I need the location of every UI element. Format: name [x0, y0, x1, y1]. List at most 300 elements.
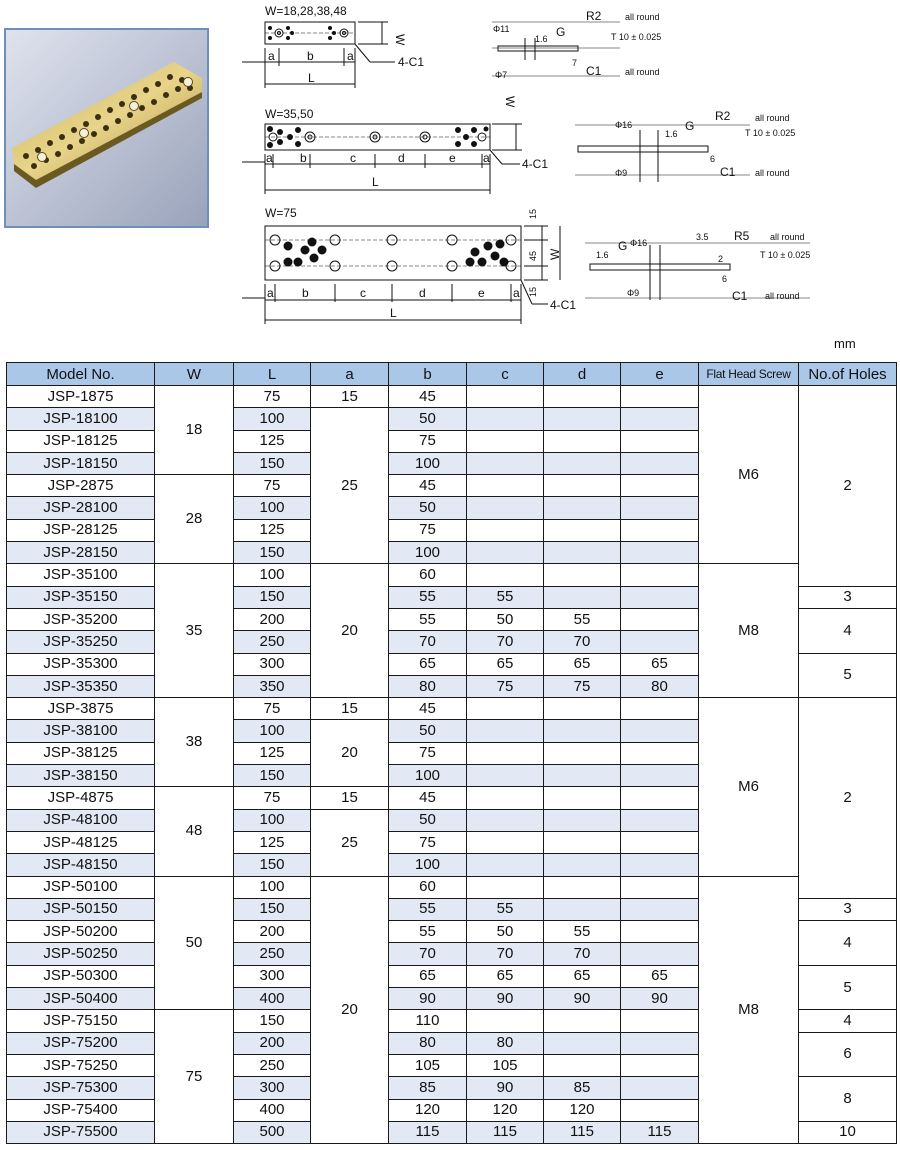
- svg-text:Φ16: Φ16: [615, 120, 633, 130]
- header-a: a: [311, 363, 389, 386]
- header-l: L: [234, 363, 311, 386]
- svg-text:4-C1: 4-C1: [522, 157, 549, 171]
- svg-text:W: W: [393, 34, 407, 46]
- cell-model: JSP-18150: [7, 452, 155, 474]
- cell-model: JSP-35100: [7, 564, 155, 586]
- cell-c: [467, 497, 544, 519]
- drawing-wide-plate: [242, 206, 576, 324]
- svg-text:L: L: [308, 71, 315, 85]
- cell-l: 150: [234, 542, 311, 564]
- cell-l: 500: [234, 1121, 311, 1143]
- cell-l: 100: [234, 720, 311, 742]
- cell-d: [544, 854, 621, 876]
- svg-text:15: 15: [528, 208, 538, 219]
- svg-text:a: a: [347, 49, 354, 63]
- cell-d: 55: [544, 921, 621, 943]
- cell-model: JSP-28100: [7, 497, 155, 519]
- cell-c: [467, 765, 544, 787]
- svg-text:b: b: [300, 151, 307, 165]
- cell-model: JSP-38150: [7, 765, 155, 787]
- cell-b: 55: [389, 921, 467, 943]
- cell-d: [544, 408, 621, 430]
- cell-b: 50: [389, 497, 467, 519]
- cell-e: [621, 787, 699, 809]
- cell-c: [467, 809, 544, 831]
- cell-b: 60: [389, 564, 467, 586]
- cell-holes: 4: [799, 608, 897, 653]
- cell-b: 55: [389, 898, 467, 920]
- cell-w: 38: [155, 698, 234, 787]
- cell-c: [467, 787, 544, 809]
- svg-text:C1: C1: [732, 289, 748, 303]
- cell-holes: 2: [799, 386, 897, 587]
- cell-l: 75: [234, 475, 311, 497]
- header-holes: No.of Holes: [799, 363, 897, 386]
- cell-c: [467, 564, 544, 586]
- cell-model: JSP-50300: [7, 965, 155, 987]
- svg-text:R2: R2: [586, 9, 602, 23]
- cell-l: 75: [234, 787, 311, 809]
- cell-model: JSP-35150: [7, 586, 155, 608]
- cell-d: [544, 831, 621, 853]
- cell-e: [621, 608, 699, 630]
- svg-text:b: b: [302, 286, 309, 300]
- header-w: W: [155, 363, 234, 386]
- cell-b: 120: [389, 1099, 467, 1121]
- cell-e: [621, 1010, 699, 1032]
- cell-holes: 3: [799, 586, 897, 608]
- table-row: [7, 564, 897, 586]
- drawing-medium-plate: [242, 96, 548, 194]
- cell-e: [621, 742, 699, 764]
- cell-e: [621, 430, 699, 452]
- cell-screw: M8: [699, 564, 799, 698]
- cell-d: 90: [544, 988, 621, 1010]
- cell-b: 100: [389, 452, 467, 474]
- cell-model: JSP-35350: [7, 675, 155, 697]
- cell-d: [544, 698, 621, 720]
- svg-text:1.6: 1.6: [535, 34, 548, 44]
- cell-b: 100: [389, 542, 467, 564]
- cell-c: 90: [467, 1077, 544, 1099]
- cell-e: [621, 564, 699, 586]
- cell-e: [621, 1077, 699, 1099]
- svg-text:L: L: [390, 306, 397, 320]
- svg-text:6: 6: [710, 154, 716, 164]
- cell-model: JSP-75200: [7, 1032, 155, 1054]
- cell-a: 15: [311, 698, 389, 720]
- cell-e: [621, 1099, 699, 1121]
- cell-model: JSP-50150: [7, 898, 155, 920]
- svg-text:G: G: [556, 25, 566, 39]
- cell-l: 125: [234, 430, 311, 452]
- cell-a: 25: [311, 408, 389, 564]
- header-e: e: [621, 363, 699, 386]
- cell-a: 20: [311, 564, 389, 698]
- cell-model: JSP-48150: [7, 854, 155, 876]
- cell-model: JSP-50250: [7, 943, 155, 965]
- cell-c: [467, 408, 544, 430]
- cell-e: [621, 921, 699, 943]
- cell-c: [467, 876, 544, 898]
- cell-d: [544, 564, 621, 586]
- cell-c: 105: [467, 1054, 544, 1076]
- svg-text:all round: all round: [625, 67, 660, 77]
- cell-l: 300: [234, 653, 311, 675]
- cell-e: 65: [621, 965, 699, 987]
- cell-model: JSP-50400: [7, 988, 155, 1010]
- cell-e: 65: [621, 653, 699, 675]
- cell-l: 125: [234, 831, 311, 853]
- cell-model: JSP-50100: [7, 876, 155, 898]
- cell-d: [544, 742, 621, 764]
- cell-l: 300: [234, 965, 311, 987]
- svg-text:W: W: [503, 96, 517, 108]
- cell-model: JSP-3875: [7, 698, 155, 720]
- cell-d: 70: [544, 631, 621, 653]
- cell-b: 100: [389, 765, 467, 787]
- specification-table: [6, 362, 897, 1144]
- cell-l: 75: [234, 386, 311, 408]
- cell-model: JSP-2875: [7, 475, 155, 497]
- drawing2-title: W=35,50: [265, 107, 314, 121]
- cell-l: 100: [234, 876, 311, 898]
- cell-e: [621, 542, 699, 564]
- svg-text:4-C1: 4-C1: [398, 55, 425, 69]
- table-header-row: [7, 363, 897, 386]
- cell-c: 65: [467, 653, 544, 675]
- cell-l: 250: [234, 943, 311, 965]
- cell-b: 55: [389, 586, 467, 608]
- cell-b: 45: [389, 386, 467, 408]
- cell-screw: M8: [699, 876, 799, 1144]
- svg-text:Φ9: Φ9: [627, 288, 640, 298]
- table-row: [7, 386, 897, 408]
- product-photo: [4, 28, 209, 228]
- cell-model: JSP-38125: [7, 742, 155, 764]
- svg-text:T 10 ± 0.025: T 10 ± 0.025: [611, 32, 662, 42]
- cell-holes: 2: [799, 698, 897, 899]
- cell-c: [467, 475, 544, 497]
- svg-text:a: a: [483, 151, 490, 165]
- cell-d: 65: [544, 965, 621, 987]
- cell-l: 100: [234, 497, 311, 519]
- cell-c: [467, 831, 544, 853]
- table-row: [7, 698, 897, 720]
- cell-l: 150: [234, 765, 311, 787]
- cell-e: [621, 943, 699, 965]
- cell-b: 75: [389, 742, 467, 764]
- cell-c: [467, 542, 544, 564]
- cell-d: 70: [544, 943, 621, 965]
- cell-d: [544, 586, 621, 608]
- cell-b: 45: [389, 787, 467, 809]
- svg-text:2: 2: [718, 254, 724, 264]
- cell-a: 25: [311, 809, 389, 876]
- cell-holes: 8: [799, 1077, 897, 1122]
- svg-text:b: b: [307, 49, 314, 63]
- cell-model: JSP-18100: [7, 408, 155, 430]
- cell-a: 20: [311, 720, 389, 787]
- cell-e: [621, 519, 699, 541]
- svg-text:C1: C1: [586, 64, 602, 78]
- svg-text:all round: all round: [625, 12, 660, 22]
- cell-c: 55: [467, 586, 544, 608]
- cell-d: [544, 452, 621, 474]
- svg-text:R5: R5: [734, 229, 750, 243]
- table-body: [7, 386, 897, 1144]
- cell-e: [621, 497, 699, 519]
- cell-l: 200: [234, 1032, 311, 1054]
- cell-l: 100: [234, 564, 311, 586]
- cell-b: 115: [389, 1121, 467, 1143]
- cell-d: 85: [544, 1077, 621, 1099]
- cell-e: [621, 386, 699, 408]
- svg-text:G: G: [618, 239, 628, 253]
- cell-model: JSP-1875: [7, 386, 155, 408]
- cell-b: 60: [389, 876, 467, 898]
- cell-c: 80: [467, 1032, 544, 1054]
- cell-model: JSP-48125: [7, 831, 155, 853]
- cell-b: 85: [389, 1077, 467, 1099]
- svg-text:a: a: [267, 286, 274, 300]
- cell-w: 75: [155, 1010, 234, 1144]
- cell-holes: 4: [799, 921, 897, 966]
- svg-text:all round: all round: [755, 168, 790, 178]
- svg-text:7: 7: [572, 58, 578, 68]
- cell-l: 400: [234, 988, 311, 1010]
- cell-c: 70: [467, 631, 544, 653]
- svg-text:a: a: [266, 151, 273, 165]
- cell-c: 120: [467, 1099, 544, 1121]
- cell-l: 400: [234, 1099, 311, 1121]
- cell-b: 110: [389, 1010, 467, 1032]
- cell-model: JSP-50200: [7, 921, 155, 943]
- cell-d: [544, 1032, 621, 1054]
- cell-c: [467, 854, 544, 876]
- cell-d: [544, 876, 621, 898]
- cell-e: 115: [621, 1121, 699, 1143]
- cell-model: JSP-18125: [7, 430, 155, 452]
- cell-d: 65: [544, 653, 621, 675]
- cell-c: 70: [467, 943, 544, 965]
- cell-holes: 5: [799, 965, 897, 1010]
- cell-e: [621, 854, 699, 876]
- cell-l: 100: [234, 809, 311, 831]
- cell-l: 150: [234, 898, 311, 920]
- svg-text:4-C1: 4-C1: [550, 298, 577, 312]
- cell-e: 80: [621, 675, 699, 697]
- cell-l: 150: [234, 1010, 311, 1032]
- cell-holes: 3: [799, 898, 897, 920]
- cell-b: 75: [389, 519, 467, 541]
- svg-text:W: W: [548, 248, 562, 260]
- cell-model: JSP-75150: [7, 1010, 155, 1032]
- cell-d: [544, 386, 621, 408]
- cell-c: 115: [467, 1121, 544, 1143]
- svg-text:C1: C1: [720, 165, 736, 179]
- cell-e: [621, 1054, 699, 1076]
- header-d: d: [544, 363, 621, 386]
- cell-l: 250: [234, 631, 311, 653]
- cell-b: 90: [389, 988, 467, 1010]
- cell-e: [621, 831, 699, 853]
- cell-e: [621, 586, 699, 608]
- cell-b: 70: [389, 631, 467, 653]
- cell-e: [621, 408, 699, 430]
- cell-l: 100: [234, 408, 311, 430]
- cell-model: JSP-35200: [7, 608, 155, 630]
- cell-d: [544, 430, 621, 452]
- cell-c: [467, 742, 544, 764]
- cell-d: [544, 809, 621, 831]
- cell-model: JSP-35250: [7, 631, 155, 653]
- cell-holes: 5: [799, 653, 897, 698]
- cell-d: [544, 1054, 621, 1076]
- cell-d: [544, 519, 621, 541]
- cell-e: [621, 809, 699, 831]
- svg-text:6: 6: [722, 274, 728, 284]
- svg-text:e: e: [449, 151, 456, 165]
- cell-w: 35: [155, 564, 234, 698]
- cell-l: 125: [234, 519, 311, 541]
- cell-c: [467, 720, 544, 742]
- svg-text:G: G: [685, 119, 695, 133]
- cell-b: 75: [389, 831, 467, 853]
- cell-d: 120: [544, 1099, 621, 1121]
- cell-c: 55: [467, 898, 544, 920]
- cell-l: 300: [234, 1077, 311, 1099]
- svg-text:c: c: [350, 151, 356, 165]
- cell-b: 80: [389, 1032, 467, 1054]
- cell-model: JSP-28125: [7, 519, 155, 541]
- cell-model: JSP-4875: [7, 787, 155, 809]
- header-model: Model No.: [7, 363, 155, 386]
- drawing-narrow-plate: [242, 4, 424, 88]
- cell-e: [621, 765, 699, 787]
- cell-c: [467, 430, 544, 452]
- cell-b: 45: [389, 698, 467, 720]
- svg-text:all round: all round: [770, 232, 805, 242]
- cell-w: 28: [155, 475, 234, 564]
- cell-e: [621, 876, 699, 898]
- cell-c: [467, 519, 544, 541]
- cell-c: [467, 1010, 544, 1032]
- cell-c: [467, 452, 544, 474]
- cell-model: JSP-38100: [7, 720, 155, 742]
- cell-e: [621, 1032, 699, 1054]
- cell-d: [544, 475, 621, 497]
- svg-text:Φ9: Φ9: [615, 168, 628, 178]
- svg-text:e: e: [478, 286, 485, 300]
- cell-a: 15: [311, 787, 389, 809]
- cell-w: 48: [155, 787, 234, 876]
- cell-d: [544, 720, 621, 742]
- cell-e: [621, 898, 699, 920]
- svg-text:T 10 ± 0.025: T 10 ± 0.025: [760, 250, 811, 260]
- cell-l: 125: [234, 742, 311, 764]
- cell-e: [621, 475, 699, 497]
- header-screw: Flat Head Screw: [699, 363, 799, 386]
- cell-d: [544, 765, 621, 787]
- cell-d: [544, 898, 621, 920]
- cell-l: 350: [234, 675, 311, 697]
- cell-d: 55: [544, 608, 621, 630]
- cell-screw: M6: [699, 698, 799, 876]
- cell-b: 70: [389, 943, 467, 965]
- section-view-3: [585, 229, 810, 303]
- cell-model: JSP-75500: [7, 1121, 155, 1143]
- unit-label: mm: [834, 336, 856, 351]
- svg-text:R2: R2: [715, 109, 731, 123]
- cell-e: [621, 452, 699, 474]
- cell-c: 90: [467, 988, 544, 1010]
- svg-text:all round: all round: [765, 291, 800, 301]
- cell-l: 150: [234, 452, 311, 474]
- svg-text:T 10 ± 0.025: T 10 ± 0.025: [745, 128, 796, 138]
- cell-model: JSP-48100: [7, 809, 155, 831]
- cell-model: JSP-75250: [7, 1054, 155, 1076]
- svg-text:d: d: [398, 151, 405, 165]
- technical-drawings: [230, 0, 830, 335]
- section-view-1: [492, 9, 661, 80]
- cell-b: 50: [389, 408, 467, 430]
- cell-w: 18: [155, 386, 234, 475]
- cell-b: 100: [389, 854, 467, 876]
- cell-b: 65: [389, 965, 467, 987]
- cell-l: 150: [234, 854, 311, 876]
- cell-e: [621, 698, 699, 720]
- section-view-2: [575, 109, 795, 182]
- svg-text:Φ11: Φ11: [493, 24, 510, 34]
- cell-c: 50: [467, 921, 544, 943]
- header-b: b: [389, 363, 467, 386]
- svg-text:1.6: 1.6: [596, 250, 609, 260]
- cell-c: 65: [467, 965, 544, 987]
- cell-c: 50: [467, 608, 544, 630]
- cell-holes: 10: [799, 1121, 897, 1143]
- cell-b: 50: [389, 720, 467, 742]
- cell-b: 50: [389, 809, 467, 831]
- header-c: c: [467, 363, 544, 386]
- cell-l: 200: [234, 921, 311, 943]
- table-row: [7, 876, 897, 898]
- cell-b: 80: [389, 675, 467, 697]
- cell-b: 65: [389, 653, 467, 675]
- cell-d: 75: [544, 675, 621, 697]
- svg-text:15: 15: [528, 286, 538, 297]
- cell-e: 90: [621, 988, 699, 1010]
- cell-c: [467, 386, 544, 408]
- svg-text:c: c: [360, 286, 366, 300]
- cell-c: [467, 698, 544, 720]
- drawing1-title: W=18,28,38,48: [265, 4, 347, 18]
- cell-d: [544, 497, 621, 519]
- cell-holes: 4: [799, 1010, 897, 1032]
- svg-text:Φ7: Φ7: [495, 70, 508, 80]
- cell-screw: M6: [699, 386, 799, 564]
- cell-model: JSP-75300: [7, 1077, 155, 1099]
- cell-b: 75: [389, 430, 467, 452]
- svg-text:3.5: 3.5: [696, 232, 709, 242]
- svg-text:all round: all round: [755, 113, 790, 123]
- cell-a: 15: [311, 386, 389, 408]
- cell-d: [544, 1010, 621, 1032]
- svg-text:L: L: [372, 175, 379, 189]
- svg-text:1.6: 1.6: [665, 129, 678, 139]
- svg-text:a: a: [268, 49, 275, 63]
- cell-d: 115: [544, 1121, 621, 1143]
